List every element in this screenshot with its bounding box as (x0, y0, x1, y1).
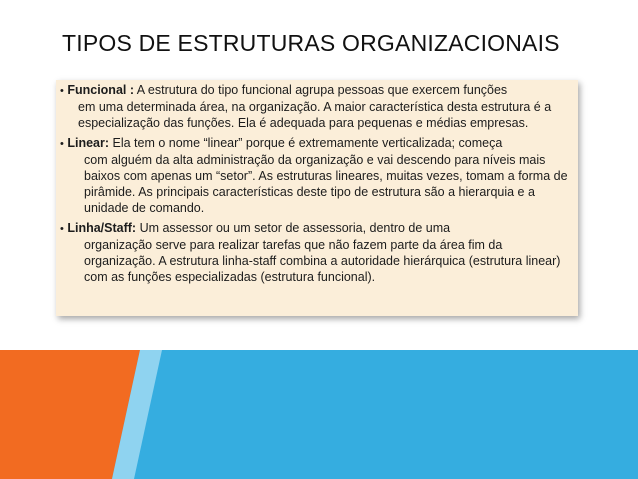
decorative-footer-band (0, 350, 638, 479)
bullet-icon: • (60, 138, 64, 150)
item-text-start: Ela tem o nome “linear” porque é extremamente verticalizada; começa (109, 136, 503, 150)
item-first-line (60, 83, 507, 97)
item-label: Linha/Staff: (67, 221, 137, 235)
item-first-line (60, 136, 502, 150)
content-box (56, 80, 578, 316)
bullet-icon: • (60, 85, 64, 97)
item-label: Funcional : (67, 83, 135, 97)
list-item-linear (60, 135, 572, 216)
item-label: Linear: (67, 136, 110, 150)
item-text-start: A estrutura do tipo funcional agrupa pessoas que exercem funções (134, 83, 508, 97)
item-text-continuation: em uma determinada área, na organização. A maior característica desta estrutura é a especialização das funções. Ela é adequada para pequenas e médias empresas. (78, 100, 552, 130)
list-item-linha-staff (60, 220, 572, 285)
slide-title: TIPOS DE ESTRUTURAS ORGANIZACIONAIS (62, 30, 560, 56)
bullet-icon: • (60, 223, 64, 235)
item-text-continuation: com alguém da alta administração da organização e vai descendo para níveis mais baixos com apenas um “setor”. As estruturas lineares, muitas vezes, tomam a forma de pirâmide. As principais características deste tipo de estrutura são a hierarquia e a unidade de comando. (84, 153, 568, 215)
footer-shapes (0, 350, 638, 479)
list-item-funcional (60, 82, 572, 131)
item-text-start: Um assessor ou um setor de assessoria, dentro de uma (136, 221, 451, 235)
item-text-continuation: organização serve para realizar tarefas que não fazem parte da área fim da organização. A estrutura linha-staff combina a autoridade hierárquica (estrutura linear) com as funções especializadas (estrutura funcional). (84, 238, 561, 284)
item-first-line (60, 221, 450, 235)
